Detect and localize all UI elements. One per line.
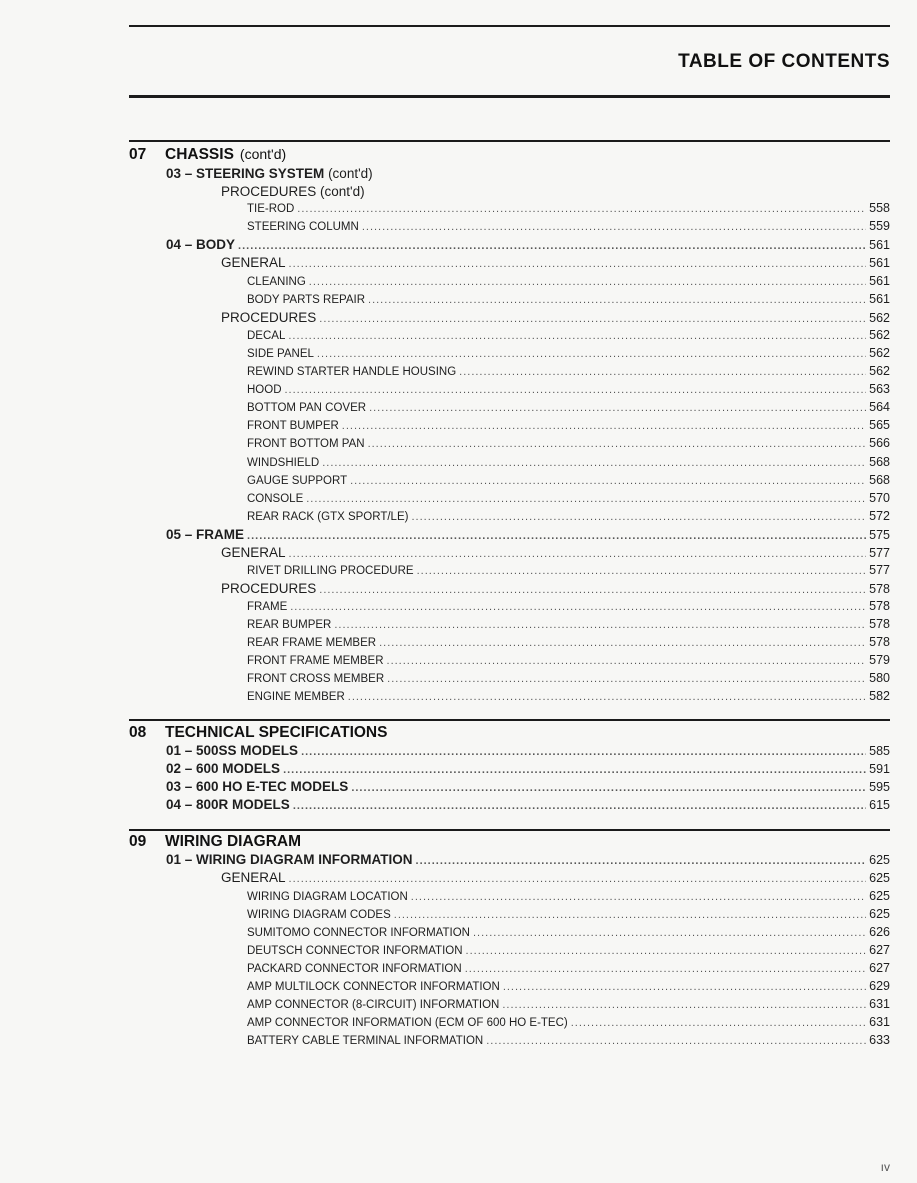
chapter-number: 08 [129,724,147,741]
entry-label: WIRING DIAGRAM CODES [247,909,391,921]
toc-entry[interactable] [247,274,890,288]
dot-leader [387,673,866,685]
toc-entry[interactable] [247,889,890,903]
dot-leader [342,420,866,432]
entry-page: 562 [869,328,890,342]
chapter-09-rule [129,829,890,831]
entry-page: 595 [869,780,890,794]
entry-label: GENERAL [221,545,286,560]
chapter-08-heading[interactable] [129,724,890,742]
dot-leader [466,945,867,957]
subsection-heading-procedures[interactable] [221,184,365,199]
dot-leader [459,366,866,378]
toc-entry[interactable] [247,943,890,957]
entry-label: 01 – 500SS MODELS [166,743,299,758]
entry-page: 561 [869,292,890,306]
toc-entry[interactable] [247,455,890,469]
entry-label: CLEANING [247,276,306,288]
toc-entry[interactable] [247,201,890,215]
toc-entry[interactable] [247,400,890,414]
entry-page: 568 [869,473,890,487]
entry-page: 577 [869,563,890,577]
dot-leader [350,475,866,487]
dot-leader [465,963,866,975]
dot-leader [238,240,866,252]
entry-page: 566 [869,436,890,450]
toc-entry[interactable] [247,907,890,921]
toc-entry[interactable] [247,979,890,993]
page-title: TABLE OF CONTENTS [678,51,890,72]
entry-page: 625 [869,889,890,903]
toc-entry[interactable] [247,635,890,649]
page-number: ıv [880,1160,890,1174]
chapter-title: WIRING DIAGRAM [165,833,302,850]
chapter-09-heading[interactable] [129,833,890,851]
subsection-title: PROCEDURES [221,184,317,199]
dot-leader [309,276,866,288]
entry-page: 625 [869,907,890,921]
entry-label: TIE-ROD [247,203,295,215]
entry-page: 563 [869,382,890,396]
entry-label: CONSOLE [247,493,304,505]
toc-section-entry[interactable] [166,761,890,776]
entry-page: 568 [869,455,890,469]
toc-entry[interactable] [247,689,890,703]
entry-label: 01 – WIRING DIAGRAM INFORMATION [166,852,413,867]
toc-subsection-entry[interactable] [221,545,890,560]
dot-leader [473,927,866,939]
chapter-08-rule [129,719,890,721]
entry-label: DEUTSCH CONNECTOR INFORMATION [247,945,463,957]
toc-entry[interactable] [247,599,890,613]
entry-label: 04 – 800R MODELS [166,797,290,812]
entry-label: AMP CONNECTOR INFORMATION (ECM OF 600 HO E-TEC) [247,1017,568,1029]
entry-label: DECAL [247,330,286,342]
chapter-title: TECHNICAL SPECIFICATIONS [165,724,388,741]
entry-label: GENERAL [221,870,286,885]
entry-page: 580 [869,671,890,685]
dot-leader [322,457,866,469]
entry-page: 564 [869,400,890,414]
toc-subsection-entry[interactable] [221,255,890,270]
section-heading-steering-system[interactable] [166,166,373,181]
entry-page: 591 [869,762,890,776]
entry-page: 582 [869,689,890,703]
dot-leader [317,348,866,360]
toc-entry[interactable] [247,473,890,487]
dot-leader [283,764,866,776]
chapter-title: CHASSIS [165,146,234,163]
toc-section-entry[interactable] [166,527,890,542]
title-underline-rule [129,95,890,98]
section-title: 03 – STEERING SYSTEM [166,166,325,181]
continued-note: (cont'd) [328,166,373,181]
entry-label: SIDE PANEL [247,348,314,360]
dot-leader [486,1035,866,1047]
dot-leader [379,637,866,649]
dot-leader [289,873,867,885]
toc-subsection-entry[interactable] [221,310,890,325]
toc-entry[interactable] [247,509,890,523]
entry-label: RIVET DRILLING PROCEDURE [247,565,414,577]
entry-label: REAR FRAME MEMBER [247,637,377,649]
entry-label: BATTERY CABLE TERMINAL INFORMATION [247,1035,484,1047]
entry-page: 562 [869,364,890,378]
dot-leader [387,655,867,667]
dot-leader [502,999,866,1011]
entry-label: 05 – FRAME [166,527,245,542]
continued-note: (cont'd) [320,184,365,199]
chapter-07-heading[interactable] [129,146,890,164]
entry-label: 04 – BODY [166,237,236,252]
toc-entry[interactable] [247,653,890,667]
toc-entry[interactable] [247,617,890,631]
dot-leader [411,891,866,903]
dot-leader [416,855,867,867]
entry-label: GAUGE SUPPORT [247,475,348,487]
dot-leader [394,909,866,921]
dot-leader [297,203,866,215]
chapter-number: 09 [129,833,147,850]
entry-page: 627 [869,943,890,957]
toc-section-entry[interactable] [166,779,890,794]
toc-entry[interactable] [247,382,890,396]
entry-page: 572 [869,509,890,523]
entry-label: SUMITOMO CONNECTOR INFORMATION [247,927,470,939]
toc-section-entry[interactable] [166,852,890,867]
entry-label: FRONT FRAME MEMBER [247,655,384,667]
dot-leader [319,584,866,596]
chapter-07-rule [129,140,890,142]
toc-entry[interactable] [247,997,890,1011]
entry-page: 626 [869,925,890,939]
toc-entry[interactable] [247,671,890,685]
entry-page: 627 [869,961,890,975]
toc-entry[interactable] [247,436,890,450]
entry-label: REAR BUMPER [247,619,332,631]
dot-leader [289,258,867,270]
top-rule [129,25,890,27]
dot-leader [417,565,867,577]
entry-page: 625 [869,853,890,867]
entry-page: 561 [869,256,890,270]
entry-label: WIRING DIAGRAM LOCATION [247,891,408,903]
entry-label: AMP CONNECTOR (8-CIRCUIT) INFORMATION [247,999,500,1011]
chapter-number: 07 [129,146,147,163]
entry-page: 577 [869,546,890,560]
entry-label: PROCEDURES [221,581,317,596]
entry-page: 629 [869,979,890,993]
toc-entry[interactable] [247,364,890,378]
dot-leader [351,782,866,794]
toc-subsection-entry[interactable] [221,581,890,596]
entry-label: WINDSHIELD [247,457,320,469]
dot-leader [362,221,866,233]
entry-page: 633 [869,1033,890,1047]
entry-label: BOTTOM PAN COVER [247,402,367,414]
dot-leader [290,601,866,613]
toc-entry[interactable] [247,346,890,360]
toc-entry[interactable] [247,1033,890,1047]
toc-section-entry[interactable] [166,743,890,758]
dot-leader [348,691,866,703]
toc-entry[interactable] [247,961,890,975]
dot-leader [247,530,866,542]
entry-label: BODY PARTS REPAIR [247,294,366,306]
toc-section-entry[interactable] [166,237,890,252]
entry-page: 578 [869,599,890,613]
entry-page: 561 [869,274,890,288]
entry-label: FRAME [247,601,288,613]
entry-page: 570 [869,491,890,505]
toc-entry[interactable] [247,418,890,432]
entry-label: 02 – 600 MODELS [166,761,281,776]
entry-label: 03 – 600 HO E-TEC MODELS [166,779,349,794]
dot-leader [319,313,866,325]
entry-page: 562 [869,311,890,325]
entry-label: FRONT CROSS MEMBER [247,673,385,685]
entry-page: 575 [869,528,890,542]
entry-label: FRONT BOTTOM PAN [247,438,365,450]
entry-page: 558 [869,201,890,215]
entry-page: 615 [869,798,890,812]
dot-leader [368,294,866,306]
entry-label: REWIND STARTER HANDLE HOUSING [247,366,457,378]
dot-leader [301,746,866,758]
entry-page: 578 [869,582,890,596]
dot-leader [285,384,867,396]
dot-leader [503,981,866,993]
toc-entry[interactable] [247,925,890,939]
entry-page: 562 [869,346,890,360]
entry-page: 578 [869,635,890,649]
toc-entry[interactable] [247,1015,890,1029]
toc-subsection-entry[interactable] [221,870,890,885]
entry-page: 625 [869,871,890,885]
entry-label: GENERAL [221,255,286,270]
entry-label: STEERING COLUMN [247,221,359,233]
entry-label: FRONT BUMPER [247,420,339,432]
dot-leader [411,511,866,523]
entry-label: PACKARD CONNECTOR INFORMATION [247,963,462,975]
entry-page: 578 [869,617,890,631]
dot-leader [293,800,866,812]
entry-label: HOOD [247,384,282,396]
dot-leader [369,402,866,414]
entry-page: 631 [869,1015,890,1029]
toc-entry[interactable] [247,491,890,505]
entry-page: 579 [869,653,890,667]
entry-label: AMP MULTILOCK CONNECTOR INFORMATION [247,981,500,993]
entry-page: 565 [869,418,890,432]
toc-section-entry[interactable] [166,797,890,812]
entry-page: 559 [869,219,890,233]
dot-leader [571,1017,866,1029]
dot-leader [368,438,867,450]
dot-leader [288,330,866,342]
toc-entry[interactable] [247,292,890,306]
dot-leader [289,548,867,560]
toc-entry[interactable] [247,328,890,342]
entry-label: PROCEDURES [221,310,317,325]
entry-page: 561 [869,238,890,252]
dot-leader [306,493,866,505]
entry-page: 585 [869,744,890,758]
toc-entry[interactable] [247,563,890,577]
entry-label: REAR RACK (GTX SPORT/LE) [247,511,409,523]
dot-leader [334,619,866,631]
toc-entry[interactable] [247,219,890,233]
continued-note: (cont'd) [239,146,287,162]
entry-label: ENGINE MEMBER [247,691,345,703]
entry-page: 631 [869,997,890,1011]
